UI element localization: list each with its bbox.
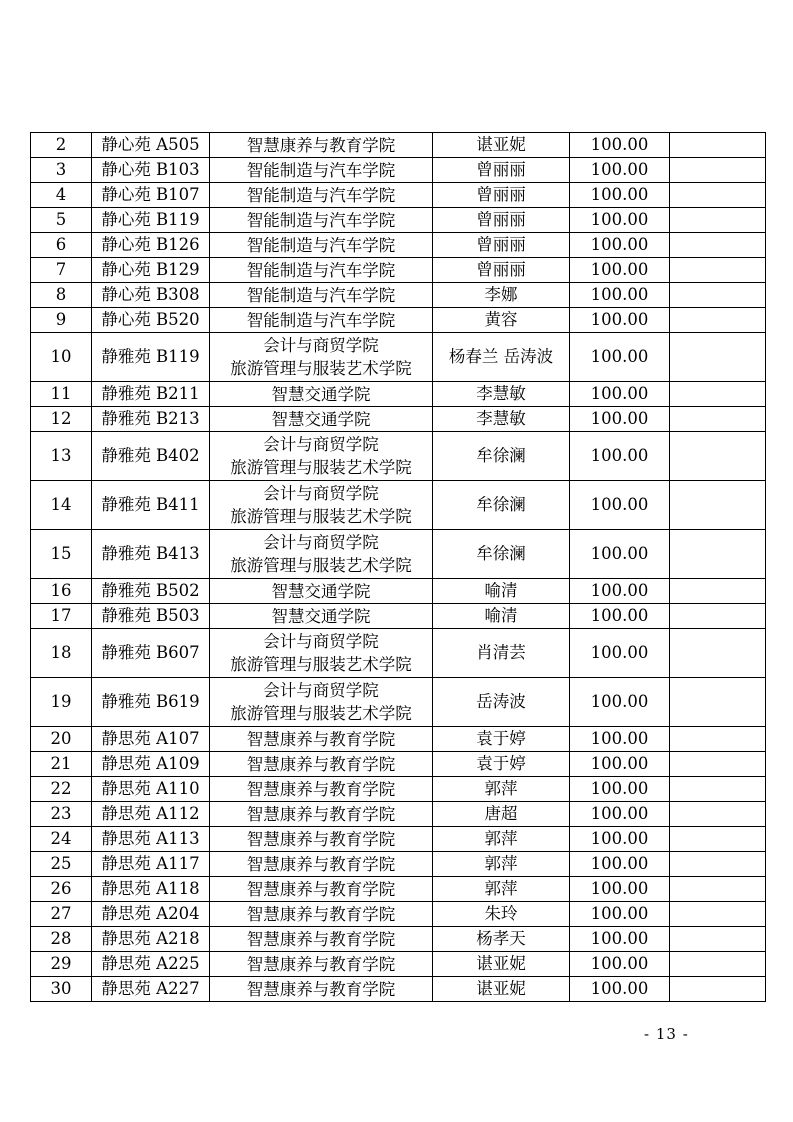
college-line: 会计与商贸学院 [263,484,379,503]
room-cell: 静心苑 B520 [92,308,210,333]
room-cell: 静思苑 A227 [92,977,210,1002]
score-cell: 100.00 [570,902,670,927]
remark-cell [670,308,766,333]
person-cell: 谌亚妮 [433,977,570,1002]
row-number-cell: 14 [31,481,92,530]
college-cell [210,208,433,233]
row-number-cell: 11 [31,382,92,407]
college-cell [210,927,433,952]
college-cell [210,382,433,407]
college-line: 智慧康养与教育学院 [246,929,396,949]
college-cell [210,233,433,258]
college-cell [210,777,433,802]
table-row [31,629,766,678]
room-cell: 静思苑 A107 [92,727,210,752]
college-cell [210,802,433,827]
row-number-cell: 29 [31,952,92,977]
score-cell: 100.00 [570,233,670,258]
room-cell: 静思苑 A112 [92,802,210,827]
room-cell: 静心苑 B126 [92,233,210,258]
person-cell: 李娜 [433,283,570,308]
score-cell: 100.00 [570,977,670,1002]
person-cell: 黄容 [433,308,570,333]
dormitory-score-table [30,132,766,1002]
row-number-cell: 23 [31,802,92,827]
college-cell [210,407,433,432]
college-line: 旅游管理与服装艺术学院 [230,556,412,575]
table-row [31,727,766,752]
person-cell: 曾丽丽 [433,258,570,283]
row-number-cell: 9 [31,308,92,333]
row-number-cell: 6 [31,233,92,258]
person-cell: 牟徐澜 [433,530,570,579]
college-cell [210,604,433,629]
score-cell: 100.00 [570,382,670,407]
college-line: 旅游管理与服装艺术学院 [230,507,412,526]
remark-cell [670,530,766,579]
college-cell [210,579,433,604]
table-row [31,530,766,579]
college-cell [210,752,433,777]
row-number-cell: 15 [31,530,92,579]
college-cell [210,678,433,727]
college-cell [210,158,433,183]
remark-cell [670,604,766,629]
table-row [31,233,766,258]
remark-cell [670,678,766,727]
score-cell: 100.00 [570,208,670,233]
row-number-cell: 3 [31,158,92,183]
row-number-cell: 26 [31,877,92,902]
college-line: 智能制造与汽车学院 [246,285,396,305]
college-line: 智慧康养与教育学院 [246,904,396,924]
person-cell: 喻清 [433,579,570,604]
person-cell: 牟徐澜 [433,432,570,481]
score-cell: 100.00 [570,629,670,678]
table-row [31,902,766,927]
room-cell: 静思苑 A113 [92,827,210,852]
person-cell: 牟徐澜 [433,481,570,530]
table-row [31,133,766,158]
table-row [31,333,766,382]
row-number-cell: 24 [31,827,92,852]
college-line: 智慧交通学院 [271,606,371,626]
college-line: 智慧康养与教育学院 [246,979,396,999]
remark-cell [670,777,766,802]
college-line: 智能制造与汽车学院 [246,185,396,205]
college-cell [210,432,433,481]
row-number-cell: 25 [31,852,92,877]
room-cell: 静雅苑 B619 [92,678,210,727]
college-line: 旅游管理与服装艺术学院 [230,359,412,378]
remark-cell [670,952,766,977]
row-number-cell: 22 [31,777,92,802]
table-row [31,579,766,604]
room-cell: 静心苑 B107 [92,183,210,208]
room-cell: 静思苑 A225 [92,952,210,977]
college-cell [210,827,433,852]
college-line: 智慧康养与教育学院 [246,879,396,899]
person-cell: 郭萍 [433,852,570,877]
score-cell: 100.00 [570,333,670,382]
room-cell: 静雅苑 B213 [92,407,210,432]
college-line: 智慧康养与教育学院 [246,729,396,749]
college-line: 会计与商贸学院 [263,632,379,651]
score-cell: 100.00 [570,258,670,283]
row-number-cell: 18 [31,629,92,678]
college-line: 会计与商贸学院 [263,681,379,700]
table-row [31,283,766,308]
score-cell: 100.00 [570,308,670,333]
remark-cell [670,481,766,530]
remark-cell [670,727,766,752]
table-row [31,183,766,208]
remark-cell [670,977,766,1002]
college-line: 智慧交通学院 [271,384,371,404]
college-line: 智慧康养与教育学院 [246,854,396,874]
row-number-cell: 7 [31,258,92,283]
room-cell: 静雅苑 B502 [92,579,210,604]
room-cell: 静思苑 A110 [92,777,210,802]
person-cell: 肖清芸 [433,629,570,678]
college-line: 智慧康养与教育学院 [246,779,396,799]
remark-cell [670,382,766,407]
page-number: - 13 - [644,1025,689,1043]
college-cell [210,530,433,579]
room-cell: 静雅苑 B413 [92,530,210,579]
table-row [31,827,766,852]
college-cell [210,133,433,158]
table-row [31,407,766,432]
table-row [31,208,766,233]
row-number-cell: 10 [31,333,92,382]
remark-cell [670,407,766,432]
college-line: 智慧康养与教育学院 [246,954,396,974]
room-cell: 静雅苑 B503 [92,604,210,629]
room-cell: 静雅苑 B211 [92,382,210,407]
score-cell: 100.00 [570,481,670,530]
person-cell: 唐超 [433,802,570,827]
score-cell: 100.00 [570,727,670,752]
remark-cell [670,233,766,258]
score-cell: 100.00 [570,952,670,977]
row-number-cell: 19 [31,678,92,727]
college-line: 智能制造与汽车学院 [246,235,396,255]
person-cell: 曾丽丽 [433,208,570,233]
row-number-cell: 16 [31,579,92,604]
row-number-cell: 5 [31,208,92,233]
remark-cell [670,927,766,952]
score-cell: 100.00 [570,604,670,629]
score-cell: 100.00 [570,827,670,852]
remark-cell [670,333,766,382]
remark-cell [670,902,766,927]
remark-cell [670,183,766,208]
person-cell: 郭萍 [433,877,570,902]
college-cell [210,727,433,752]
room-cell: 静心苑 B119 [92,208,210,233]
remark-cell [670,208,766,233]
room-cell: 静心苑 A505 [92,133,210,158]
score-cell: 100.00 [570,777,670,802]
college-line: 会计与商贸学院 [263,435,379,454]
table-row [31,678,766,727]
college-cell [210,902,433,927]
row-number-cell: 28 [31,927,92,952]
college-line: 旅游管理与服装艺术学院 [230,458,412,477]
person-cell: 岳涛波 [433,678,570,727]
college-line: 智慧交通学院 [271,409,371,429]
table-row [31,777,766,802]
college-line: 智能制造与汽车学院 [246,160,396,180]
score-cell: 100.00 [570,852,670,877]
room-cell: 静心苑 B103 [92,158,210,183]
table-row [31,604,766,629]
person-cell: 袁于婷 [433,727,570,752]
college-cell [210,283,433,308]
remark-cell [670,752,766,777]
college-line: 智能制造与汽车学院 [246,210,396,230]
row-number-cell: 4 [31,183,92,208]
row-number-cell: 8 [31,283,92,308]
college-line: 旅游管理与服装艺术学院 [230,655,412,674]
college-line: 旅游管理与服装艺术学院 [230,704,412,723]
table-row [31,752,766,777]
score-cell: 100.00 [570,678,670,727]
college-line: 智慧交通学院 [271,581,371,601]
person-cell: 袁于婷 [433,752,570,777]
table-row [31,927,766,952]
row-number-cell: 21 [31,752,92,777]
table-row [31,382,766,407]
remark-cell [670,579,766,604]
remark-cell [670,629,766,678]
college-cell [210,258,433,283]
college-cell [210,852,433,877]
person-cell: 谌亚妮 [433,133,570,158]
remark-cell [670,877,766,902]
person-cell: 郭萍 [433,827,570,852]
person-cell: 李慧敏 [433,407,570,432]
remark-cell [670,827,766,852]
person-cell: 郭萍 [433,777,570,802]
college-cell [210,481,433,530]
remark-cell [670,852,766,877]
room-cell: 静雅苑 B607 [92,629,210,678]
room-cell: 静思苑 A109 [92,752,210,777]
remark-cell [670,258,766,283]
college-line: 智慧康养与教育学院 [246,829,396,849]
college-cell [210,629,433,678]
room-cell: 静雅苑 B402 [92,432,210,481]
college-cell [210,333,433,382]
person-cell: 李慧敏 [433,382,570,407]
remark-cell [670,158,766,183]
person-cell: 曾丽丽 [433,183,570,208]
remark-cell [670,283,766,308]
score-cell: 100.00 [570,530,670,579]
person-cell: 喻清 [433,604,570,629]
row-number-cell: 27 [31,902,92,927]
row-number-cell: 17 [31,604,92,629]
table-row [31,977,766,1002]
room-cell: 静雅苑 B119 [92,333,210,382]
score-cell: 100.00 [570,407,670,432]
score-cell: 100.00 [570,752,670,777]
table-body [31,133,766,1002]
college-line: 智慧康养与教育学院 [246,754,396,774]
remark-cell [670,133,766,158]
table-row [31,158,766,183]
table-row [31,802,766,827]
room-cell: 静思苑 A118 [92,877,210,902]
room-cell: 静思苑 A204 [92,902,210,927]
row-number-cell: 12 [31,407,92,432]
table-row [31,481,766,530]
table-row [31,432,766,481]
score-cell: 100.00 [570,283,670,308]
college-cell [210,952,433,977]
college-line: 智慧康养与教育学院 [246,804,396,824]
score-cell: 100.00 [570,183,670,208]
room-cell: 静雅苑 B411 [92,481,210,530]
person-cell: 朱玲 [433,902,570,927]
score-cell: 100.00 [570,579,670,604]
college-line: 会计与商贸学院 [263,533,379,552]
score-cell: 100.00 [570,158,670,183]
college-cell [210,977,433,1002]
table-row [31,877,766,902]
remark-cell [670,802,766,827]
table-row [31,852,766,877]
score-cell: 100.00 [570,802,670,827]
score-cell: 100.00 [570,877,670,902]
college-cell [210,877,433,902]
score-cell: 100.00 [570,432,670,481]
table-row [31,258,766,283]
college-line: 智能制造与汽车学院 [246,260,396,280]
college-line: 智慧康养与教育学院 [246,135,396,155]
row-number-cell: 13 [31,432,92,481]
college-cell [210,308,433,333]
row-number-cell: 30 [31,977,92,1002]
table-row [31,308,766,333]
room-cell: 静心苑 B308 [92,283,210,308]
person-cell: 曾丽丽 [433,158,570,183]
college-line: 智能制造与汽车学院 [246,310,396,330]
person-cell: 谌亚妮 [433,952,570,977]
row-number-cell: 2 [31,133,92,158]
room-cell: 静思苑 A218 [92,927,210,952]
row-number-cell: 20 [31,727,92,752]
table-row [31,952,766,977]
college-cell [210,183,433,208]
remark-cell [670,432,766,481]
person-cell: 杨孝天 [433,927,570,952]
person-cell: 杨春兰 岳涛波 [433,333,570,382]
score-cell: 100.00 [570,133,670,158]
room-cell: 静心苑 B129 [92,258,210,283]
score-cell: 100.00 [570,927,670,952]
person-cell: 曾丽丽 [433,233,570,258]
college-line: 会计与商贸学院 [263,336,379,355]
room-cell: 静思苑 A117 [92,852,210,877]
